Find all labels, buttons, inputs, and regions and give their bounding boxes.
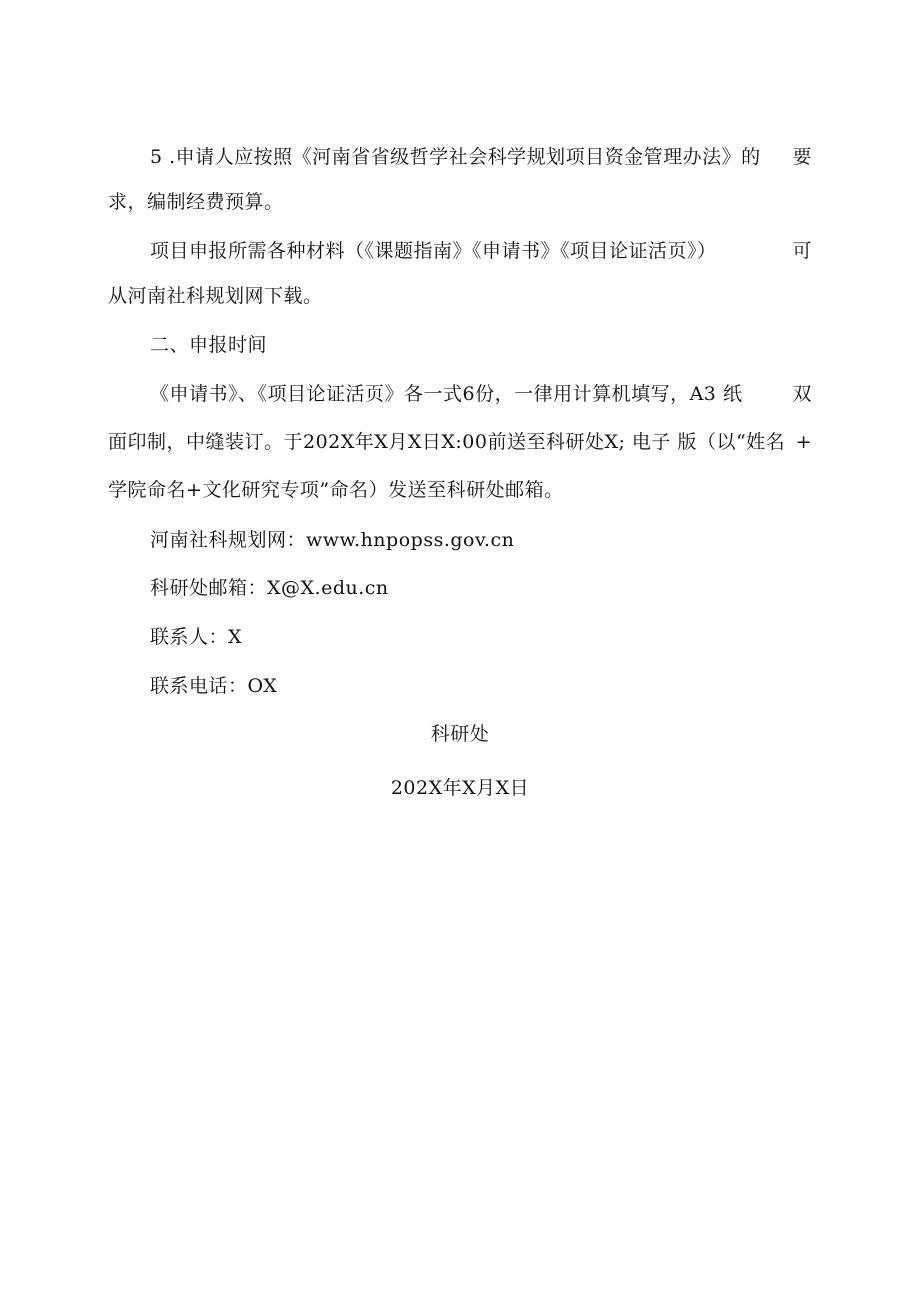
item5-line1-end: 要 <box>792 146 812 168</box>
materials-line1-text: 项目申报所需各种材料（《课题指南》《申请书》《项目论证活页》） <box>150 240 717 262</box>
section2-heading: 二、申报时间 <box>150 334 268 356</box>
item5-line1-text: 5 .申请人应按照《河南省省级哲学社会科学规划项目资金管理办法》的 <box>150 146 761 168</box>
website-line: 河南社科规划网：www.hnpopss.gov.cn <box>150 529 515 551</box>
submission-line1-text: 《申请书》、《项目论证活页》各一式6份，一律用计算机填写，A3 纸 <box>150 383 743 405</box>
email-line: 科研处邮箱：X@X.edu.cn <box>150 577 389 599</box>
signature-date: 202X年X月X日 <box>390 777 530 799</box>
item5-line2: 求，编制经费预算。 <box>108 191 284 213</box>
contact-person-line: 联系人：X <box>150 626 243 648</box>
submission-line3: 学院命名+文化研究专项”命名）发送至科研处邮箱。 <box>108 479 564 501</box>
submission-line2 <box>108 430 812 454</box>
contact-phone-line: 联系电话：OX <box>150 675 278 697</box>
signature-org: 科研处 <box>430 723 490 745</box>
submission-line2-end: + <box>795 431 812 453</box>
submission-line1 <box>150 382 812 406</box>
submission-line1-end: 双 <box>792 383 812 405</box>
materials-line1 <box>150 239 812 263</box>
item5-line1 <box>150 145 812 169</box>
submission-line2-text: 面印制，中缝装订。于202X年X月X日X:00前送至科研处X; 电子 版（以“姓名 <box>108 431 786 453</box>
materials-line2: 从河南社科规划网下载。 <box>108 285 323 307</box>
materials-line1-end: 可 <box>792 240 812 262</box>
